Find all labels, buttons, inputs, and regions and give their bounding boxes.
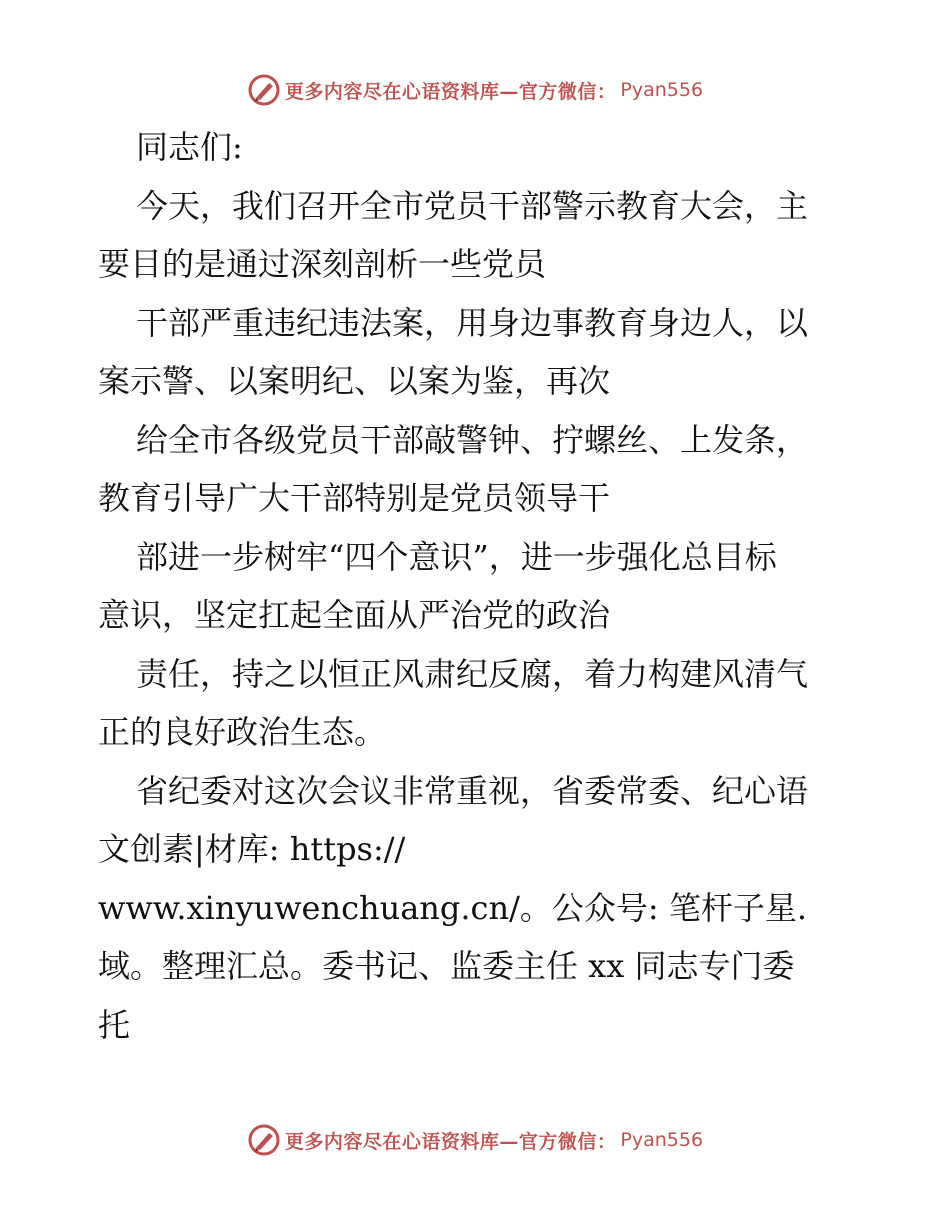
banner-text: 更多内容尽在心语资料库—官方微信： xyxy=(284,80,617,103)
text-line: 干部严重违纪违法案，用身边事教育身边人，以 xyxy=(136,303,809,342)
document-body xyxy=(98,118,858,1054)
pen-logo-icon xyxy=(247,1123,281,1157)
footer-watermark xyxy=(0,1120,950,1160)
pen-logo-icon xyxy=(247,73,281,107)
header-watermark xyxy=(0,70,950,110)
text-line: 域。整理汇总。委书记、监委主任 xx 同志专门委 xyxy=(98,947,795,985)
text-line: 同志们: xyxy=(136,128,243,166)
text-line: 意识，坚定扛起全面从严治党的政治 xyxy=(98,596,611,634)
banner-account: Pyan556 xyxy=(620,79,704,101)
text-line: 托 xyxy=(98,1005,131,1044)
banner-account: Pyan556 xyxy=(620,1129,704,1151)
text-line: 要目的是通过深刻剖析一些党员 xyxy=(98,245,547,283)
text-line: 省纪委对这次会议非常重视，省委常委、纪心语 xyxy=(136,771,809,810)
text-line: 正的良好政治生态。 xyxy=(98,713,387,751)
text-line: 给全市各级党员干部敲警钟、拧螺丝、上发条， xyxy=(136,420,809,459)
text-line: 案示警、以案明纪、以案为鉴，再次 xyxy=(98,362,611,400)
text-line: 文创素|材库: https:// xyxy=(98,830,406,868)
banner-text: 更多内容尽在心语资料库—官方微信： xyxy=(284,1130,617,1153)
text-line: 部进一步树牢“四个意识”，进一步强化总目标 xyxy=(136,537,777,576)
text-line: www.xinyuwenchuang.cn/。公众号: 笔杆子星. xyxy=(98,888,807,927)
text-line: 今天，我们召开全市党员干部警示教育大会，主 xyxy=(136,186,809,225)
text-line: 责任，持之以恒正风肃纪反腐，着力构建风清气 xyxy=(136,654,809,693)
text-line: 教育引导广大干部特别是党员领导干 xyxy=(98,479,611,517)
